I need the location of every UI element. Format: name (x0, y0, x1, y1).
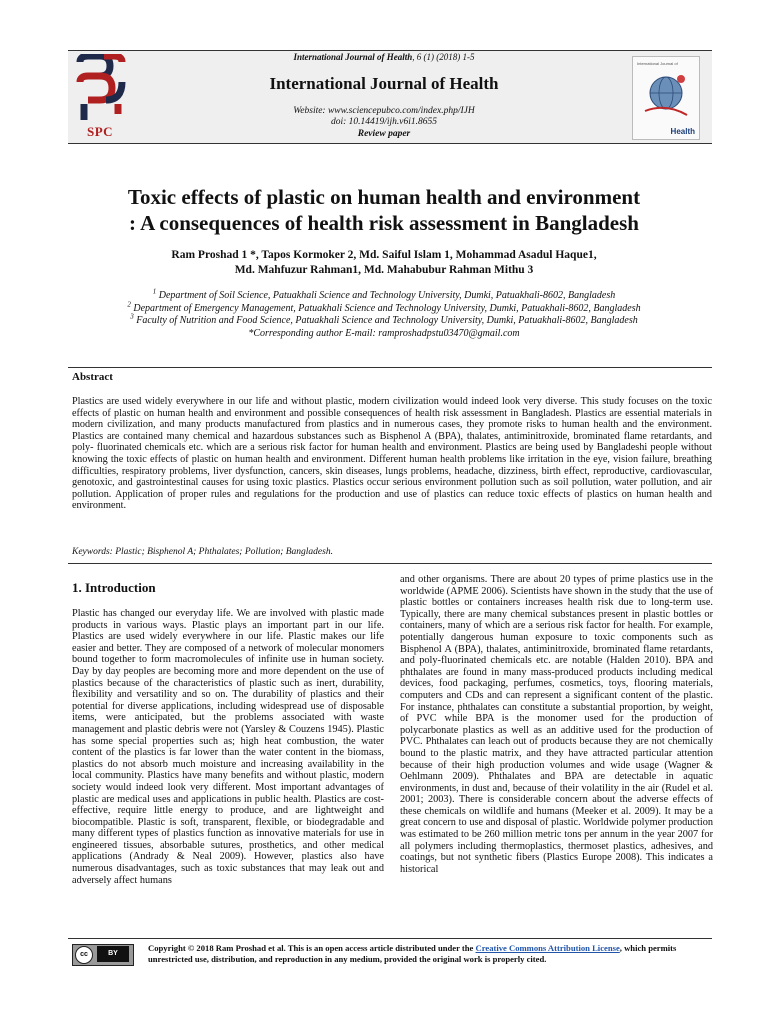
paper-title-line-1: Toxic effects of plastic on human health and environment (127, 185, 641, 209)
paper-title-line-2: : A consequences of health risk assessment in Bangladesh (129, 211, 639, 235)
cover-label: Health (670, 127, 695, 136)
copyright-post: , which permits unrestricted use, distribution, and reproduction in any medium, provided the original work is properly cited. (148, 943, 677, 964)
affiliation-2-text: Department of Emergency Management, Patuakhali Science and Technology University, Dumki, Patuakhali-8602, Bangladesh (130, 302, 641, 314)
cc-icon: cc (75, 946, 93, 964)
intro-left-column: Plastic has changed our everyday life. We are involved with plastic made products in various ways. Plastic plays an important part in our life. Plastics are used widely everywhere in our life. Plastic makes our life easier and better. They are composed of a network of molecular monomers bound together to form macromolecules of infinite use in human society. Day by day peoples are becoming more and more dependent on the use of plastics because of the characteristics of plastic such as inert, durability, flexibility and versatility and so on. The durability of plastics and their potential for diverse applications, including widespread use of disposable items, were anticipated, but the problems associated with waste management and plastic debris were not (Yarsley & Couzens 1945). Plastic has some special properties such as; high heat combustion, the water content of the plastics is far lower than the water content in the biomass, plastics do not absorb much moisture and increasing availability in the local community. Plastics have many benefits and without plastic, modern society would indeed look very different. Most important advantages of plastic are medical uses and applications in public health. Plastics are cost-effective, require little energy to produce, and are lightweight and biocompatible. Plastic is soft, transparent, flexible, or biodegradable and many different types of plastics function as innovative materials for use in engineered tissues, absorbable sutures, prosthetics, and other medical applications (Andrady & Neal 2009). However, plastics also have numerous disadvantages, such as toxic substances that may leak out and adversely affect humans (72, 608, 384, 886)
copyright-notice (148, 943, 712, 965)
abstract-body: Plastics are used widely everywhere in our life and without plastic, modern civilization would indeed look very diverse. This study focuses on the toxic effects of plastic on human health and environment and possible consequences of health risk assessment in Bangladesh. Plastics are essential materials in modern civilization, and many products manufactured from plastics and in numerous cases, they promote risks to human health and the environment. Plastics are contained many chemical and hazardous substances such as Bisphenol A (BPA), thalates, antiminitroxide, brominated flame retardants, and poly- fluorinated chemicals etc. which are a serious risk factor for human health and environment. Plastics are being used by Bangladeshi people without knowing the toxic effects of plastic on human health and environment. Different human health problems like irritation in the eye, vision failure, breathing difficulties, respiratory problems, liver dysfunction, cancers, skin diseases, lungs problems, headache, dizziness, birth effect, reproductive, cardiovascular, genotoxic, and gastrointestinal causes for using toxic plastics. Plastics occur serious environment pollution such as soil pollution, water pollution, and air pollution. Application of proper rules and regulations for the production and use of plastics can reduce toxic effects of plastics on human health and environment. (72, 396, 712, 512)
affiliation-3-num: 3 (130, 312, 134, 321)
copyright-pre: Copyright © 2018 Ram Proshad et al. This is an open access article distributed under the (148, 943, 476, 953)
abstract-heading: Abstract (72, 371, 113, 383)
intro-right-column: and other organisms. There are about 20 types of prime plastics use in the worldwide (APME 2006). Scientists have shown in the study that the use of plastic bottles or containers increases health risk due to long-term use. Typically, there are many chemical substances present in plastic bottles or containers, many of which are a serious risk factor for health. For example, potentially dangerous human exposure to toxic components such as Bisphenol A (BPA), thalates, antiminitroxide, brominated flame retardants, and poly-fluorinated chemicals etc. are notable (Halden 2010). BPA and phthalates are found in many mass-produced products including medical devices, food packaging, perfumes, cosmetics, toys, flooring materials, computers and CDs and can represent a significant content of the plastic. For instance, phthalates can constitute a substantial proportion, by weight, of PVC while BPA is the monomer used for the production of polycarbonate plastics as well as an additive used for the production of PVC. Phthalates can leach out of products because they are not chemically bound to the plastic matrix, and they have attracted particular attention because of their high production volumes and wide usage (Wagner & Oehlmann 2009). Phthalates and BPA are detectable in aquatic environments, in dust and, because of their volatility in the air (Rudel et al. 2001; 2003). There is considerable concern about the adverse effects of these chemicals on wildlife and humans (Meeker et al. 2009). It may be a great concern to use and disposal of plastic. Worldwide polymer production was estimated to be 260 million metric tons per annum in the year 2007 for all polymers including thermoplastics, thermoset plastics, adhesives, and coatings, but not synthetic fibers (Plastics Europe 2008). This indicates a historical (400, 574, 713, 875)
affiliation-2-num: 2 (127, 300, 131, 309)
keywords-list: : Plastic; Bisphenol A; Phthalates; Pollution; Bangladesh. (109, 547, 333, 557)
affiliation-3-text: Faculty of Nutrition and Food Science, Patuakhali Science and Technology University, Dumki, Patuakhali-8602, Bangladesh (133, 315, 638, 326)
affiliation-1 (60, 287, 708, 303)
authors-line-1: Ram Proshad 1 *, Tapos Kormoker 2, Md. Saiful Islam 1, Mohammad Asadul Haque1, (171, 249, 597, 261)
journal-citation-detail: , 6 (1) (2018) 1-5 (412, 52, 475, 62)
journal-citation-name: International Journal of Health (293, 52, 413, 62)
section-heading-introduction: 1. Introduction (72, 580, 156, 595)
affiliation-1-text: Department of Soil Science, Patuakhali Science and Technology University, Dumki, Patuakhali-8602, Bangladesh (156, 290, 616, 301)
author-list (60, 248, 708, 278)
cc-license-badge[interactable] (72, 944, 134, 966)
affiliation-1-num: 1 (152, 287, 157, 296)
affiliation-2 (60, 300, 708, 316)
corresponding-author: *Corresponding author E-mail: ramproshadpstu03470@gmail.com (248, 327, 520, 339)
keywords-label: Keywords (72, 547, 110, 557)
journal-website[interactable]: Website: www.sciencepubco.com/index.php/IJH (293, 106, 475, 116)
journal-cover-image (632, 56, 700, 140)
affiliation-3 (60, 312, 708, 328)
paper-title (60, 184, 708, 236)
cover-small-text: International Journal of (637, 61, 678, 66)
cc-by-icon: BY (97, 946, 129, 962)
footer-rule (68, 938, 712, 939)
abstract-bottom-rule (68, 563, 712, 564)
authors-line-2: Md. Mahfuzur Rahman1, Md. Mahabubur Rahman Mithu 3 (234, 264, 534, 276)
keywords (72, 547, 712, 557)
paper-type: Review paper (357, 129, 411, 139)
journal-title: International Journal of Health (269, 74, 499, 93)
affiliations (60, 287, 708, 340)
abstract-top-rule (68, 367, 712, 368)
journal-doi[interactable]: doi: 10.14419/ijh.v6i1.8655 (330, 117, 438, 127)
cc-license-link[interactable]: Creative Commons Attribution License (475, 943, 620, 953)
spc-logo-text: SPC (87, 124, 114, 139)
